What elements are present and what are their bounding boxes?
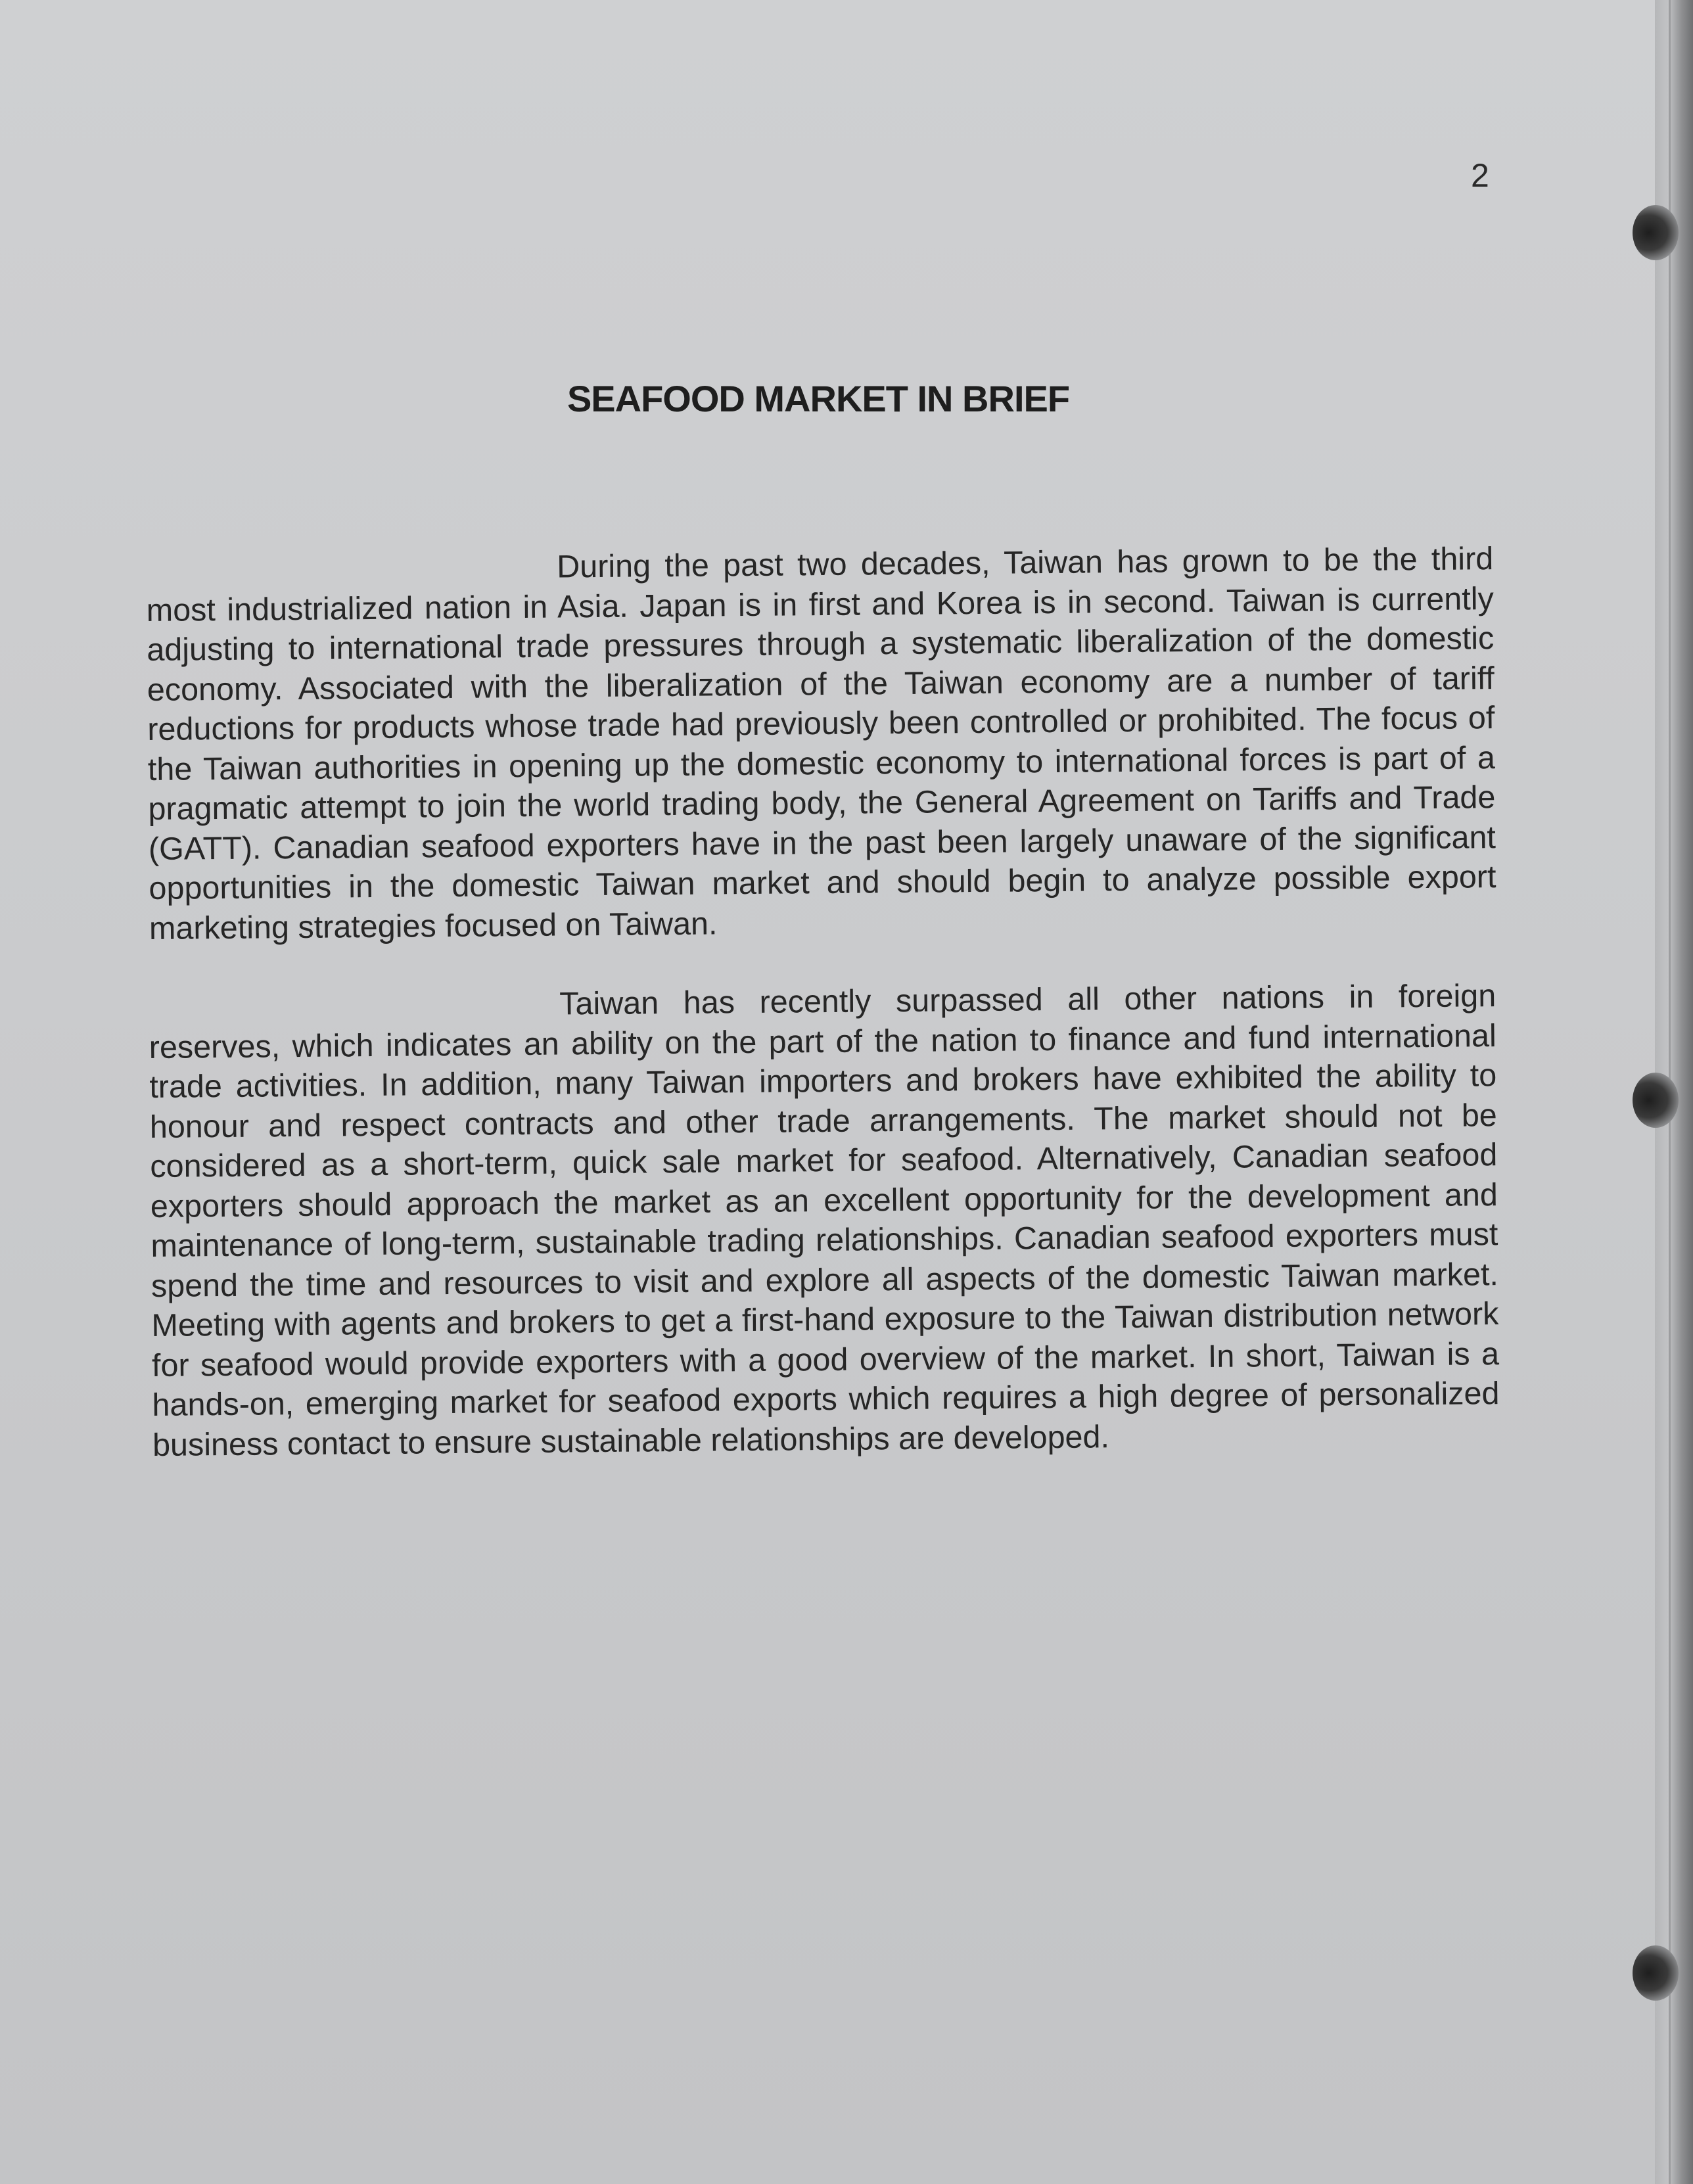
punch-hole-top [1633, 205, 1679, 260]
punch-hole-middle [1633, 1073, 1679, 1128]
punch-hole-bottom [1633, 1945, 1679, 2001]
paragraph-1: During the past two decades, Taiwan has grown to be the third most industrialized nation in Asia. Japan is in first and Korea is in second. Taiwan is currently adjusting to international trade pressures through a systematic liberalization of the domestic economy. Associated with the liberalization of the Taiwan economy are a number of tariff reductions for products whose trade had previously been controlled or prohibited. The focus of the Taiwan authorities in opening up the domestic economy to international forces is part of a pragmatic attempt to join the world trading body, the General Agreement on Tariffs and Trade (GATT). Canadian seafood exporters have in the past been largely unaware of the significant opportunities in the domestic Taiwan market and should begin to analyze possible export marketing strategies focused on Taiwan. [146, 541, 1496, 946]
page-number: 2 [1471, 157, 1489, 194]
page-title: SEAFOOD MARKET IN BRIEF [567, 377, 1070, 419]
paragraph-2: Taiwan has recently surpassed all other nations in foreign reserves, which indicates an ability on the part of the nation to finance and fund international trade activities. In addition, many Taiwan importers and brokers have exhibited the ability to honour and respect contracts and other trade arrangements. The market should not be considered as a short-term, quick sale market for seafood. Alternatively, Canadian seafood exporters should approach the market as an excellent opportunity for the development and maintenance of long-term, sustainable trading relationships. Canadian seafood exporters must spend the time and resources to visit and explore all aspects of the domestic Taiwan market. Meeting with agents and brokers to get a first-hand exposure to the Taiwan distribution network for seafood would provide exporters with a good overview of the market. In short, Taiwan is a hands-on, emerging market for seafood exports which requires a high degree of personalized business contact to ensure sustainable relationships are developed. [149, 978, 1500, 1463]
